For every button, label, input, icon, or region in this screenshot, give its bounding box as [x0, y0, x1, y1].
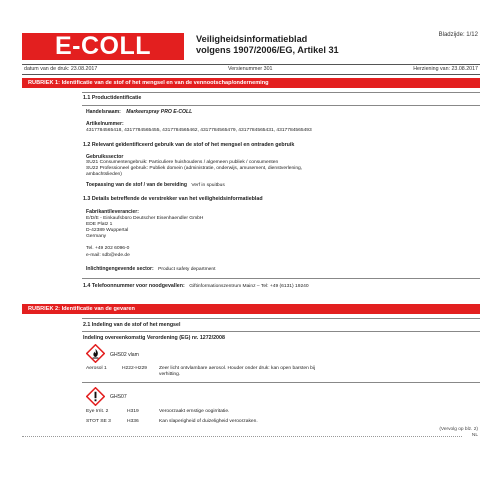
rule — [82, 318, 480, 319]
header-divider-bottom — [22, 74, 480, 75]
aerosol-text-cont: verhitting. — [159, 372, 181, 377]
subsection-1-2: 1.2 Relevant geïdentificeerd gebruik van de stof of het mengsel en ontraden gebruik — [83, 142, 295, 148]
ghs02-label: GHS02 vlam — [110, 352, 139, 358]
language-code: NL — [471, 433, 478, 438]
eye-irrit-text: Veroorzaakt ernstige oogirritatie. — [159, 409, 230, 414]
subsection-1-1: 1.1 Productidentificatie — [83, 95, 142, 101]
rule — [82, 92, 480, 93]
application-row — [86, 182, 225, 188]
subsection-1-3: 1.3 Details betreffende de verstrekker van het veiligheidsinformatieblad — [83, 196, 263, 202]
stot-code: H336 — [127, 419, 139, 424]
title-line-2: volgens 1907/2006/EG, Artikel 31 — [196, 45, 339, 55]
page-number: Bladzijde: 1/12 — [438, 32, 478, 38]
continued-note: (Vervolg op blz. 2) — [439, 427, 478, 432]
aerosol-text: Zeer licht ontvlambare aerosol. Houder onder druk: kan open barsten bij — [159, 366, 316, 371]
company-logo — [22, 33, 184, 60]
application-label: Toepassing van de stof / van de bereiding — [86, 182, 187, 188]
stot-text: Kan slaperigheid of duizeligheid veroorzaken. — [159, 419, 258, 424]
info-value: Product safety department — [158, 267, 216, 272]
supplier-phone: Tel. +49 202 6096-0 — [86, 246, 130, 251]
eye-irrit-code: H319 — [127, 409, 139, 414]
aerosol-class: Aerosol 1 — [86, 366, 107, 371]
document-title — [196, 34, 339, 56]
classification-heading: Indeling overeenkomstig Verordening (EG) nr. 1272/2008 — [83, 335, 225, 341]
rule — [82, 331, 480, 332]
supplier-line: D-42389 Wuppertal — [86, 228, 129, 233]
supplier-line: EDE Platz 1 — [86, 222, 113, 227]
section-1-bar: RUBRIEK 1: Identificatie van de stof of het mengsel en van de vennootschap/onderneming — [22, 78, 480, 88]
stot-class: STOT SE 3 — [86, 419, 111, 424]
supplier-label: Fabrikant/leverancier: — [86, 209, 139, 215]
subsection-1-4: 1.4 Telefoonnummer voor noodgevallen: — [83, 283, 185, 289]
ghs07-exclamation-icon — [86, 387, 105, 406]
info-label: Inlichtingengevende sector: — [86, 266, 154, 272]
article-numbers: 4317784565418, 4317784565455, 4317784565462, 4317784565479, 4317784565431, 4317784565493 — [86, 128, 312, 133]
trade-name-label: Handelsnaam: — [86, 109, 121, 115]
title-line-1: Veiligheidsinformatieblad — [196, 34, 308, 44]
header-divider-top — [22, 64, 480, 65]
supplier-line: Germany — [86, 234, 107, 239]
rule — [82, 382, 480, 383]
logo-text: E-COLL — [54, 32, 152, 60]
su22-line-cont: ambachtslieden) — [86, 172, 122, 177]
eye-irrit-class: Eye Irrit. 2 — [86, 409, 109, 414]
print-date: datum van de druk: 23.08.2017 — [24, 66, 98, 72]
trade-name-value: Markeerspray PRO E-COLL — [126, 109, 193, 115]
revision-date: Herziening van: 23.08.2017 — [413, 66, 478, 72]
sector-label: Gebruikssector — [86, 154, 124, 160]
supplier-email: e-mail: sdb@ede.de — [86, 253, 130, 258]
trade-name-row — [86, 109, 192, 115]
ghs02-flame-icon — [86, 344, 105, 363]
su21-line: SU21 Consumentengebruik: Particuliere huishoudens / algemeen publiek / consumenten — [86, 160, 279, 165]
aerosol-codes: H222-H229 — [122, 366, 148, 371]
article-number-label: Artikelnummer: — [86, 121, 124, 127]
application-value: Verf in spuitbus — [191, 183, 225, 188]
footer-divider — [22, 436, 462, 437]
subsection-2-1: 2.1 Indeling van de stof of het mengsel — [83, 322, 181, 328]
emergency-value: Giftinformationszentrum Mainz – Tel: +49 (6131) 19240 — [189, 284, 309, 289]
info-row — [86, 266, 215, 272]
rule — [82, 105, 480, 106]
rule — [82, 278, 480, 279]
section-2-bar: RUBRIEK 2: Identificatie van de gevaren — [22, 304, 480, 314]
emergency-row — [83, 283, 309, 289]
su22-line: SU22 Professioneel gebruik: Publiek domein (administratie, onderwijs, amusement, dienstverlening, — [86, 166, 303, 171]
ghs07-label: GHS07 — [110, 394, 127, 400]
version-number: Versienummer 301 — [228, 66, 273, 72]
supplier-line: E/D/E - Einkaufsbüro Deutscher Eisenhaendler GmbH — [86, 216, 204, 221]
